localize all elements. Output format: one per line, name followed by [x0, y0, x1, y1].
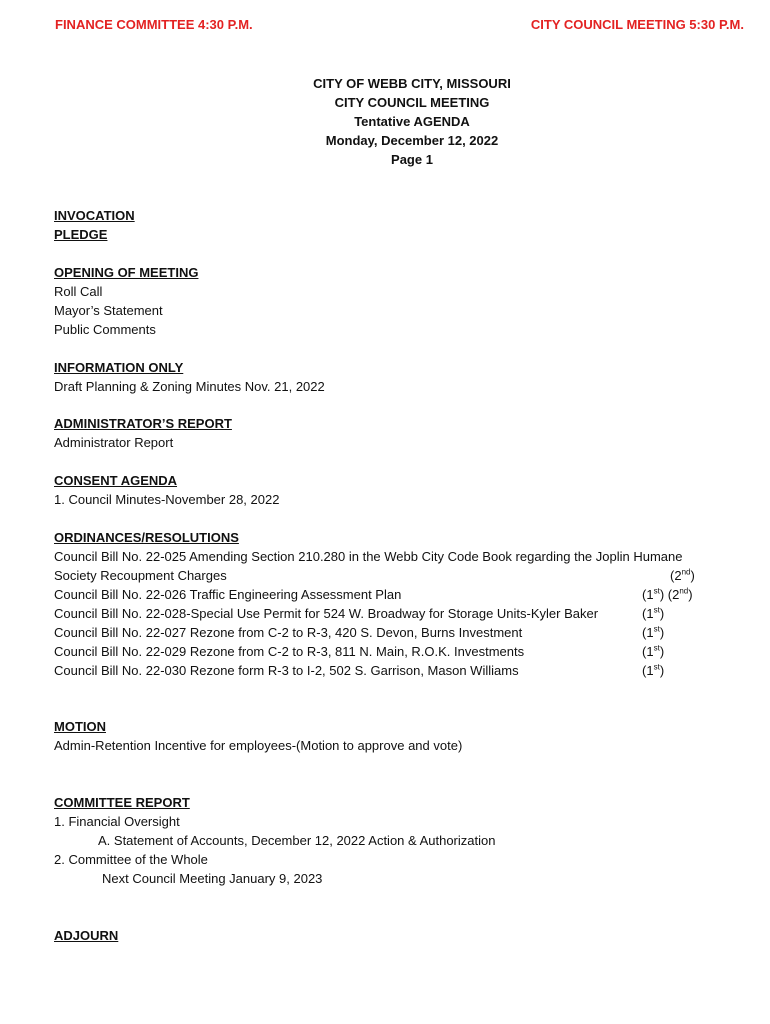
city-name: CITY OF WEBB CITY, MISSOURI — [313, 76, 511, 91]
bill-22-025-line1: Council Bill No. 22-025 Amending Section 210.280 in the Webb City Code Book regarding the Joplin Humane — [54, 549, 683, 564]
ordinances-section — [54, 528, 734, 680]
information-section — [54, 358, 734, 396]
next-council-meeting: Next Council Meeting January 9, 2023 — [102, 871, 323, 886]
bill-22-030-text: Council Bill No. 22-030 Rezone form R-3 to I-2, 502 S. Garrison, Mason Williams — [54, 663, 519, 678]
invocation-heading: INVOCATION — [54, 208, 135, 223]
reading-mark: (1st) — [642, 662, 665, 678]
reading-mark: (2nd) — [670, 567, 695, 583]
agenda-label: Tentative AGENDA — [354, 114, 470, 129]
motion-heading: MOTION — [54, 719, 106, 734]
ordinances-heading: ORDINANCES/RESOLUTIONS — [54, 530, 239, 545]
administrator-section — [54, 414, 734, 452]
bill-22-025-line2 — [54, 566, 734, 585]
reading-mark: (1st) — [642, 624, 665, 640]
public-comments: Public Comments — [54, 322, 156, 337]
administrator-item: Administrator Report — [54, 435, 174, 450]
opening-section — [54, 263, 734, 339]
roll-call: Roll Call — [54, 284, 103, 299]
opening-heading: OPENING OF MEETING — [54, 265, 199, 280]
information-heading: INFORMATION ONLY — [54, 360, 184, 375]
council-meeting-time: CITY COUNCIL MEETING 5:30 P.M. — [530, 17, 744, 32]
bill-22-029-text: Council Bill No. 22-029 Rezone from C-2 to R-3, 811 N. Main, R.O.K. Investments — [54, 644, 525, 659]
bill-22-028-text: Council Bill No. 22-028-Special Use Permit for 524 W. Broadway for Storage Units-Kyler Baker — [54, 606, 599, 621]
adjourn-heading: ADJOURN — [54, 928, 119, 943]
consent-item: 1. Council Minutes-November 28, 2022 — [54, 492, 280, 507]
reading-mark: (1st) (2nd) — [642, 586, 693, 602]
bill-22-027-text: Council Bill No. 22-027 Rezone from C-2 to R-3, 420 S. Devon, Burns Investment — [54, 625, 523, 640]
bill-22-029 — [54, 642, 734, 661]
agenda-title-block — [262, 74, 562, 169]
financial-oversight: 1. Financial Oversight — [54, 814, 180, 829]
page-number: Page 1 — [391, 152, 433, 167]
meeting-date: Monday, December 12, 2022 — [325, 133, 499, 148]
consent-heading: CONSENT AGENDA — [54, 473, 178, 488]
motion-item: Admin-Retention Incentive for employees-(Motion to approve and vote) — [54, 738, 463, 753]
bill-22-025-text: Society Recoupment Charges — [54, 568, 227, 583]
meeting-name: CITY COUNCIL MEETING — [334, 95, 490, 110]
administrator-heading: ADMINISTRATOR’S REPORT — [54, 416, 232, 431]
bill-22-028 — [54, 604, 734, 623]
motion-section — [54, 717, 734, 755]
committee-of-the-whole: 2. Committee of the Whole — [54, 852, 208, 867]
bill-22-026-text: Council Bill No. 22-026 Traffic Engineering Assessment Plan — [54, 587, 402, 602]
committee-heading: COMMITTEE REPORT — [54, 795, 190, 810]
bill-22-027 — [54, 623, 734, 642]
bill-22-026 — [54, 585, 734, 604]
pledge-heading: PLEDGE — [54, 227, 108, 242]
consent-section — [54, 471, 734, 509]
information-item: Draft Planning & Zoning Minutes Nov. 21, 2022 — [54, 379, 325, 394]
reading-mark: (1st) — [642, 643, 665, 659]
adjourn-section — [54, 926, 734, 945]
reading-mark: (1st) — [642, 605, 665, 621]
invocation-section — [54, 206, 734, 244]
statement-of-accounts: A. Statement of Accounts, December 12, 2022 Action & Authorization — [98, 833, 496, 848]
finance-committee-time: FINANCE COMMITTEE 4:30 P.M. — [55, 17, 253, 32]
mayors-statement: Mayor’s Statement — [54, 303, 163, 318]
committee-section — [54, 793, 734, 888]
bill-22-030 — [54, 661, 734, 680]
